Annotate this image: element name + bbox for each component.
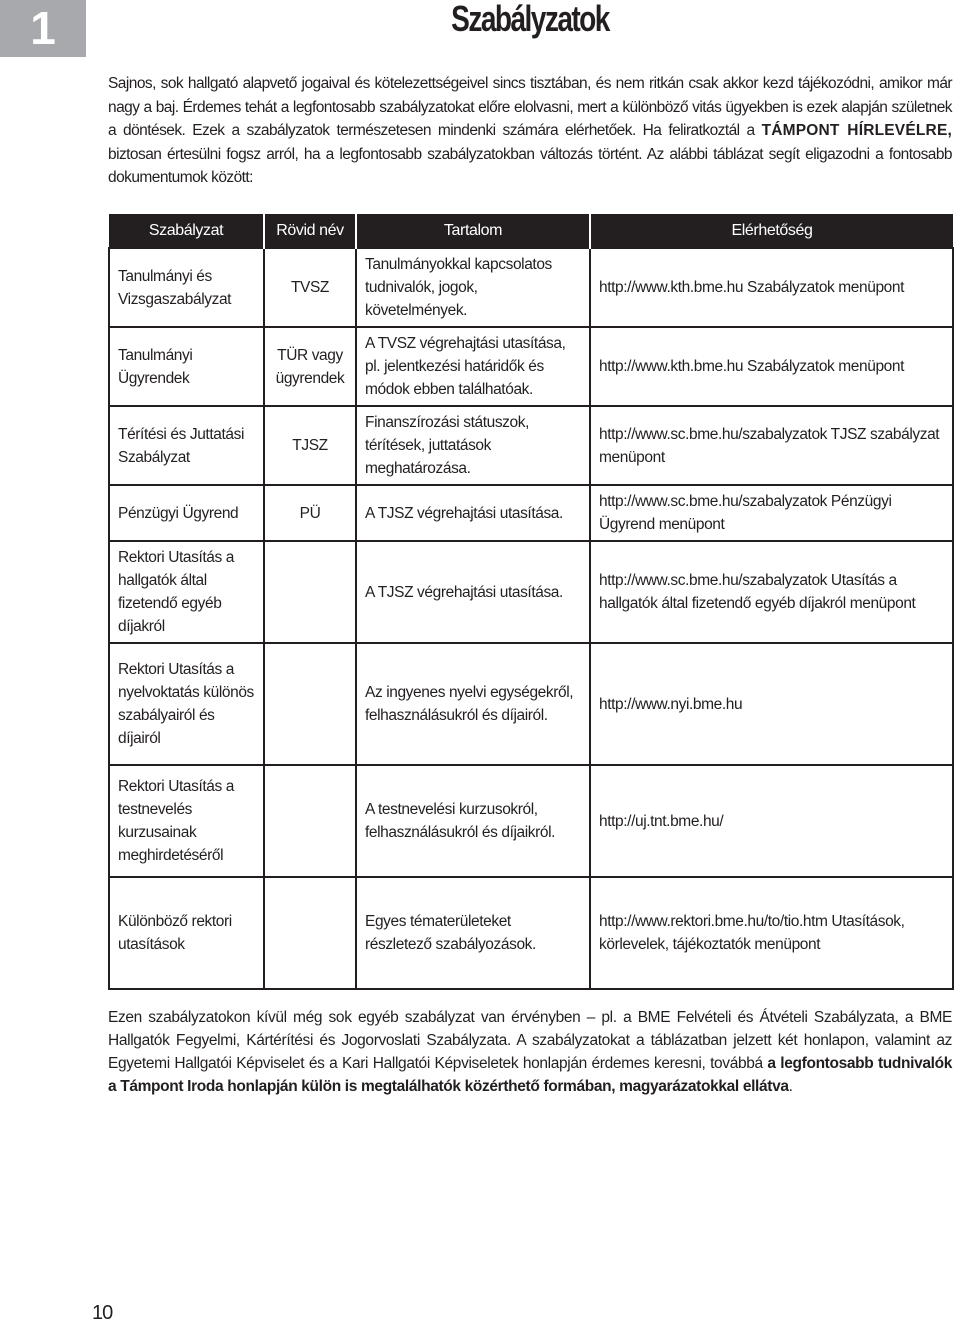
regulation-name: Tanulmányi és Vizsgaszabályzat [109,248,264,327]
short-name [264,541,356,643]
regulation-content: A testnevelési kurzusokról, felhasználásukról és díjaikról. [356,765,590,877]
short-name [264,877,356,989]
short-name [264,643,356,765]
column-header-short-name: Rövid név [264,214,356,248]
intro-text-2: biztosan értesülni fogsz arról, ha a legfontosabb szabályzatokban változás történt. Az alábbi táblázat segít eligazodni a fontosabb dokumentumok között: [108,145,952,186]
closing-paragraph [108,1006,952,1098]
short-name: TVSZ [264,248,356,327]
outro-text-2: . [788,1078,793,1095]
regulation-name: Különböző rektori utasítások [109,877,264,989]
column-header-regulation: Szabályzat [109,214,264,248]
table-row [109,248,953,327]
regulation-availability: http://www.sc.bme.hu/szabalyzatok Pénzügyi Ügyrend menüpont [590,485,953,541]
table-header-row [109,214,953,248]
table-row [109,485,953,541]
regulation-content: Tanulmányokkal kapcsolatos tudnivalók, jogok, követelmények. [356,248,590,327]
short-name: TÜR vagy ügyrendek [264,327,356,406]
regulation-availability: http://www.sc.bme.hu/szabalyzatok Utasítás a hallgatók által fizetendő egyéb díjakról menüpont [590,541,953,643]
regulation-name: Térítési és Juttatási Szabályzat [109,406,264,485]
page-number: 10 [92,1302,113,1324]
table-row [109,406,953,485]
table-row [109,765,953,877]
column-header-content: Tartalom [356,214,590,248]
short-name [264,765,356,877]
intro-paragraph [108,72,952,190]
regulation-availability: http://uj.tnt.bme.hu/ [590,765,953,877]
regulation-name: Pénzügyi Ügyrend [109,485,264,541]
intro-text-1: Sajnos, sok hallgató alapvető jogaival és kötelezettségeivel sincs tisztában, és nem ritkán csak akkor kezd tájékozódni, amikor már nagy a baj. Érdemes tehát a legfontosabb szabályzatokat előre elolvasni, mert a különböző vitás ügyekben is ezek alapján születnek a döntések. Ezek a szabályzatok természetesen mindenki számára elérhetőek. Ha feliratkoztál a [108,75,952,139]
page-title: Szabályzatok [451,0,609,39]
table-row [109,541,953,643]
regulation-name: Rektori Utasítás a hallgatók által fizetendő egyéb díjakról [109,541,264,643]
outro-bold: a legfontosabb tudnivalók a Támpont Iroda honlapján külön is megtalálhatók közérthető formában, magyarázatokkal ellátva [108,1055,953,1095]
regulation-content: A TVSZ végrehajtási utasítása, pl. jelentkezési határidők és módok ebben találhatóak. [356,327,590,406]
table-row [109,643,953,765]
intro-bold: TÁMPONT HÍRLEVÉLRE, [761,122,952,139]
table-row [109,327,953,406]
regulation-name: Tanulmányi Ügyrendek [109,327,264,406]
regulation-name: Rektori Utasítás a nyelvoktatás különös szabályairól és díjairól [109,643,264,765]
regulation-content: Finanszírozási státuszok, térítések, juttatások meghatározása. [356,406,590,485]
regulations-table [108,214,954,990]
table-row [109,877,953,989]
regulation-content: Egyes tématerületeket részletező szabályozások. [356,877,590,989]
regulation-availability: http://www.kth.bme.hu Szabályzatok menüpont [590,327,953,406]
regulation-availability: http://www.kth.bme.hu Szabályzatok menüpont [590,248,953,327]
regulation-availability: http://www.nyi.bme.hu [590,643,953,765]
regulation-content: Az ingyenes nyelvi egységekről, felhasználásukról és díjairól. [356,643,590,765]
column-header-availability: Elérhetőség [590,214,953,248]
chapter-number: 1 [0,0,86,57]
short-name: PÜ [264,485,356,541]
regulation-availability: http://www.sc.bme.hu/szabalyzatok TJSZ szabályzat menüpont [590,406,953,485]
regulation-content: A TJSZ végrehajtási utasítása. [356,485,590,541]
short-name: TJSZ [264,406,356,485]
regulation-availability: http://www.rektori.bme.hu/to/tio.htm Utasítások, körlevelek, tájékoztatók menüpont [590,877,953,989]
outro-text-1: Ezen szabályzatokon kívül még sok egyéb szabályzat van érvényben – pl. a BME Felvételi és Átvételi Szabályzata, a BME Hallgatók Fegyelmi, Kártérítési és Jogorvoslati Szabályzata. A szabályzatokat a táblázatban jelzett két honlapon, valamint az Egyetemi Hallgatói Képviselet és a Kari Hallgatói Képviseletek honlapján érdemes keresni, továbbá [108,1009,952,1072]
regulation-name: Rektori Utasítás a testnevelés kurzusainak meghirdetéséről [109,765,264,877]
regulation-content: A TJSZ végrehajtási utasítása. [356,541,590,643]
